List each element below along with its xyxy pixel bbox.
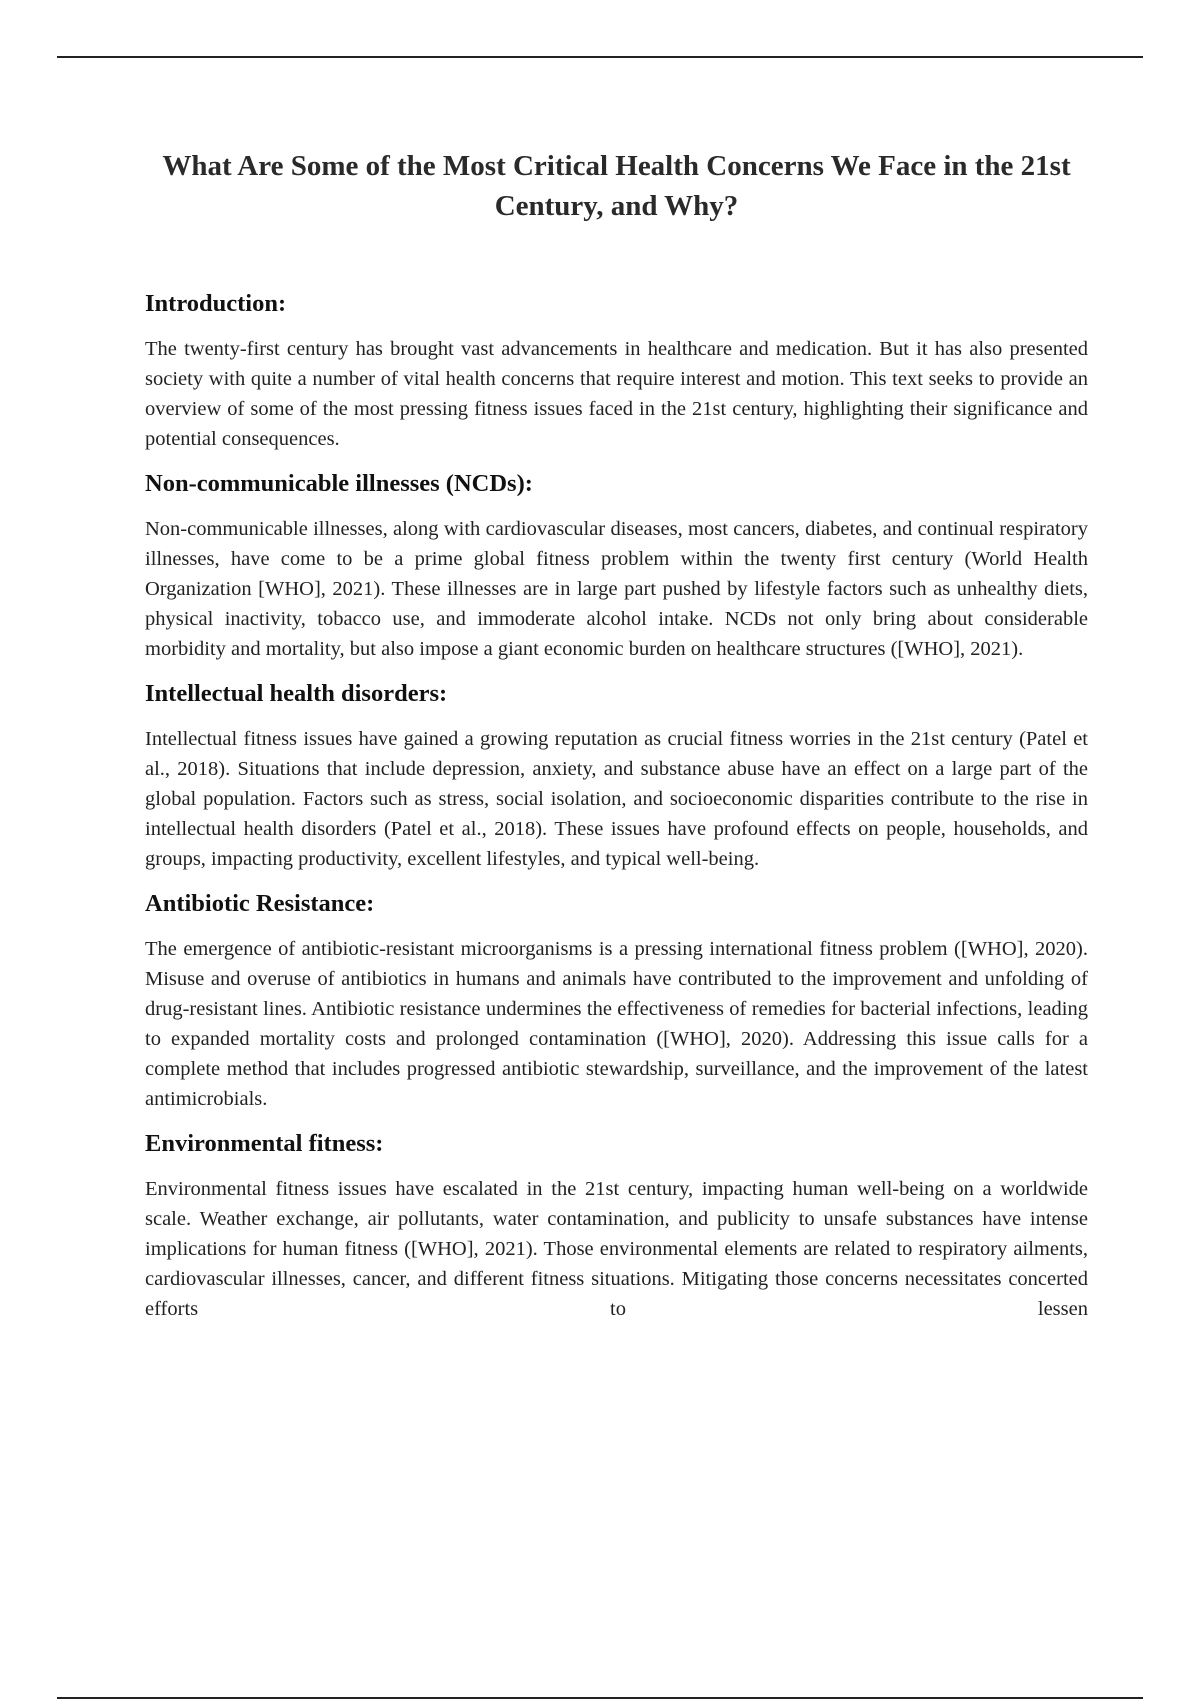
section-heading: Antibiotic Resistance:	[145, 890, 375, 917]
section-introduction	[145, 288, 1088, 454]
section-paragraph: Intellectual fitness issues have gained a growing reputation as crucial fitness worries in the 21st century (Patel et al., 2018). Situations that include depression, anxiety, and substance abuse have an effect on a large part of the global population. Factors such as stress, social isolation, and socioeconomic disparities contribute to the rise in intellectual health disorders (Patel et al., 2018). These issues have profound effects on people, households, and groups, impacting productivity, excellent lifestyles, and typical well-being.	[145, 728, 1088, 870]
section-antibiotic-resistance	[145, 888, 1088, 1114]
section-paragraph: Environmental fitness issues have escalated in the 21st century, impacting human well-being on a worldwide scale. Weather exchange, air pollutants, water contamination, and publicity to unsafe substances have intense implications for human fitness ([WHO], 2021). Those environmental elements are related to respiratory ailments, cardiovascular illnesses, cancer, and different fitness situations. Mitigating those concerns necessitates concerted efforts to lessen	[145, 1178, 1088, 1320]
document-title: What Are Some of the Most Critical Health Concerns We Face in the 21st Century, and Why?	[162, 150, 1071, 222]
section-intellectual-health-disorders	[145, 678, 1088, 874]
section-environmental-fitness	[145, 1128, 1088, 1324]
section-paragraph: The twenty-first century has brought vast advancements in healthcare and medication. But it has also presented society with quite a number of vital health concerns that require interest and motion. This text seeks to provide an overview of some of the most pressing fitness issues faced in the 21st century, highlighting their significance and potential consequences.	[145, 338, 1088, 450]
top-rule	[57, 56, 1143, 58]
section-heading: Intellectual health disorders:	[145, 680, 448, 707]
section-heading: Non-communicable illnesses (NCDs):	[145, 470, 533, 497]
section-non-communicable-illnesses	[145, 468, 1088, 664]
bottom-rule	[57, 1697, 1143, 1699]
section-heading: Introduction:	[145, 290, 287, 317]
document-page	[145, 146, 1088, 1324]
section-heading: Environmental fitness:	[145, 1130, 384, 1157]
section-paragraph: Non-communicable illnesses, along with cardiovascular diseases, most cancers, diabetes, and continual respiratory illnesses, have come to be a prime global fitness problem within the twenty first century (World Health Organization [WHO], 2021). These illnesses are in large part pushed by lifestyle factors such as unhealthy diets, physical inactivity, tobacco use, and immoderate alcohol intake. NCDs not only bring about considerable morbidity and mortality, but also impose a giant economic burden on healthcare structures ([WHO], 2021).	[145, 518, 1088, 660]
section-paragraph: The emergence of antibiotic-resistant microorganisms is a pressing international fitness problem ([WHO], 2020). Misuse and overuse of antibiotics in humans and animals have contributed to the improvement and unfolding of drug-resistant lines. Antibiotic resistance undermines the effectiveness of remedies for bacterial infections, leading to expanded mortality costs and prolonged contamination ([WHO], 2020). Addressing this issue calls for a complete method that includes progressed antibiotic stewardship, surveillance, and the improvement of the latest antimicrobials.	[145, 938, 1088, 1110]
